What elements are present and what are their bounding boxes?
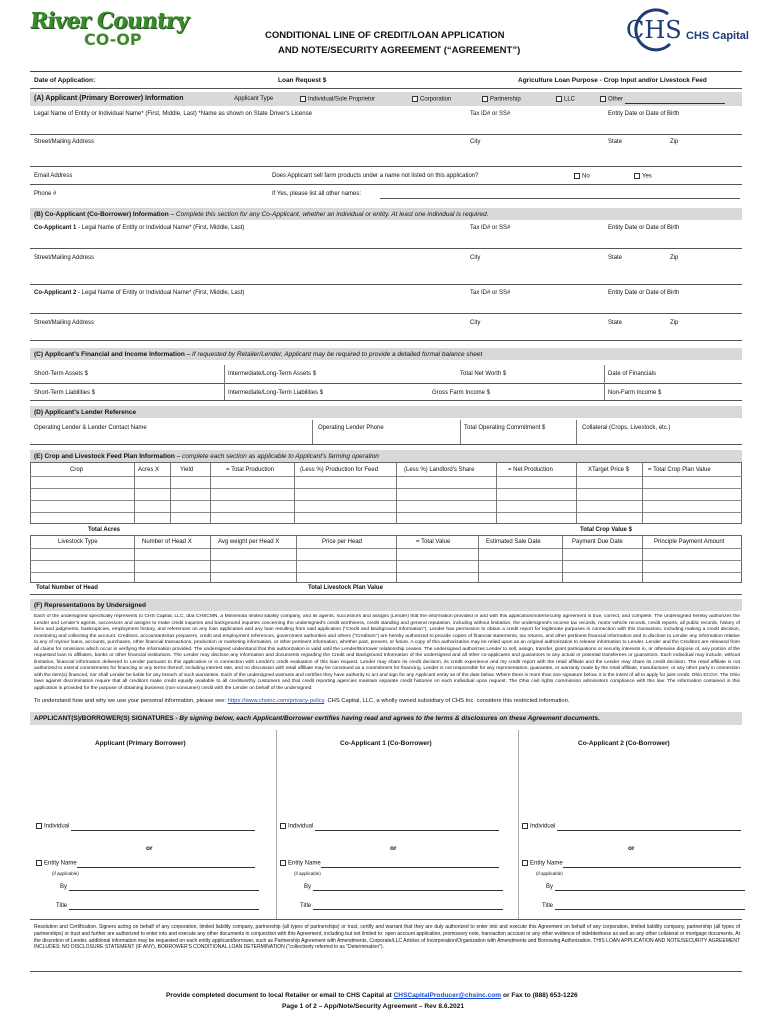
co2-zip-label[interactable]: Zip [670, 320, 679, 326]
privacy-policy-link[interactable]: https://www.chsinc.com/privacy-policy [227, 698, 325, 704]
lender-contact[interactable]: Operating Lender & Lender Contact Name [34, 425, 147, 431]
zip-label[interactable]: Zip [670, 139, 679, 145]
email-link[interactable]: CHSCapitalProducer@chsinc.com [393, 992, 502, 999]
col-payment-due: Payment Due Date [572, 539, 623, 545]
tax-id-label[interactable]: Tax ID# or SS# [470, 111, 511, 117]
sig-col-co1: Co-Applicant 1 (Co-Borrower) [340, 740, 432, 747]
section-c-title: (C) Applicant's Financial and Income Information [34, 351, 185, 358]
co1-state-label[interactable]: State [608, 255, 623, 261]
total-crop-value-label: Total Crop Value $ [580, 527, 632, 533]
river-country-logo [30, 8, 190, 56]
col-principle-payment: Principle Payment Amount [654, 539, 725, 545]
short-term-assets[interactable]: Short-Term Assets $ [34, 371, 89, 377]
loan-request-label[interactable]: Loan Request $ [278, 77, 327, 84]
col-crop: Crop [70, 467, 84, 473]
co1-street-label[interactable]: Street/Mailing Address [34, 255, 95, 261]
checkbox-corporation[interactable] [412, 96, 418, 102]
checkbox-co1-individual[interactable] [280, 823, 286, 829]
checkbox-primary-individual[interactable] [36, 823, 42, 829]
form-title-line1: CONDITIONAL LINE OF CREDIT/LOAN APPLICATION [265, 30, 505, 41]
logo-text: River Country [28, 8, 190, 34]
sell-yes-option[interactable]: Yes [634, 173, 652, 181]
type-llc[interactable]: LLC [556, 96, 575, 104]
logo-subtext: CO-OP [84, 30, 142, 49]
co1-entity-date-label[interactable]: Entity Date or Date of Birth [608, 225, 680, 231]
type-individual[interactable]: Individual/Sole Proprietor [300, 96, 375, 104]
checkbox-other[interactable] [600, 96, 606, 102]
chs-logo [620, 8, 750, 58]
co2-title-sig[interactable]: Title [542, 903, 745, 910]
co2-street-label[interactable]: Street/Mailing Address [34, 320, 95, 326]
signatures-note: - By signing below, each Applicant/Borrower certifies having read and agrees to the terms & disclosures on these Agreement documents. [173, 715, 600, 722]
co-applicant-2-name[interactable]: Co-Applicant 2 - Legal Name of Entity or Individual Name* (First, Middle, Last) [34, 290, 245, 296]
co2-individual-sig[interactable]: Individual [522, 823, 741, 831]
type-other[interactable]: Other [600, 96, 725, 104]
gross-farm-income[interactable]: Gross Farm Income $ [432, 390, 491, 396]
col-livestock-type: Livestock Type [58, 539, 98, 545]
col-landlord-share: (Less %) Landlord's Share [404, 467, 475, 473]
loan-purpose-label: Agriculture Loan Purpose - Crop Input and/or Livestock Feed [518, 77, 707, 84]
col-total-crop-value: = Total Crop Plan Value [648, 467, 711, 473]
primary-individual-sig[interactable]: Individual [36, 823, 255, 831]
checkbox-individual[interactable] [300, 96, 306, 102]
col-avg-weight: Avg weight per Head X [218, 539, 280, 545]
checkbox-co2-entity[interactable] [522, 860, 528, 866]
footer-instructions: Provide completed document to local Retailer or email to CHS Capital at CHSCapitalProducer@chsinc.com or Fax to (888) 653-1226 [166, 992, 578, 999]
col-sale-date: Estimated Sale Date [486, 539, 541, 545]
co1-individual-sig[interactable]: Individual [280, 823, 499, 831]
long-term-liabilities[interactable]: Intermediate/Long-Term Liabilities $ [228, 390, 324, 396]
co-applicant-1-name[interactable]: Co-Applicant 1 - Legal Name of Entity or Individual Name* (First, Middle, Last) [34, 225, 245, 231]
checkbox-yes[interactable] [634, 173, 640, 179]
operating-commitment[interactable]: Total Operating Commitment $ [464, 425, 546, 431]
collateral[interactable]: Collateral (Crops, Livestock, etc.) [582, 425, 671, 431]
col-net-production: = Net Production [508, 467, 553, 473]
co2-entity-sig[interactable]: Entity Name [522, 860, 741, 868]
applicant-type-label: Applicant Type [234, 96, 274, 102]
col-target-price: XTarget Price $ [588, 467, 630, 473]
section-f-title: (F) Representations by Undersigned [34, 602, 146, 609]
sell-question: Does Applicant sell farm products under a name not listed on this application? [272, 173, 479, 179]
co1-if-applicable: (if applicable) [294, 871, 321, 876]
co2-entity-date-label[interactable]: Entity Date or Date of Birth [608, 290, 680, 296]
co1-zip-label[interactable]: Zip [670, 255, 679, 261]
state-label[interactable]: State [608, 139, 623, 145]
city-label[interactable]: City [470, 139, 481, 145]
section-e-note: – complete each section as applicable to Applicant's farming operation [174, 453, 379, 460]
chs-logo-text: CHS [626, 16, 682, 44]
co2-by-sig[interactable]: By [546, 884, 745, 891]
total-livestock-label: Total Livestock Plan Value [308, 585, 383, 591]
col-price-head: Price per Head [322, 539, 363, 545]
privacy-notice: To understand how and why we use your personal information, please see: https://www.chsinc.com/privacy-policy. CHS Capital, LLC, a wholly owned subsidiary of CHS Inc. considers this restricted information. [34, 698, 570, 704]
co2-city-label[interactable]: City [470, 320, 481, 326]
section-d-header [30, 406, 742, 418]
phone-label[interactable]: Phone # [34, 191, 57, 197]
co2-if-applicable: (if applicable) [536, 871, 563, 876]
co1-city-label[interactable]: City [470, 255, 481, 261]
checkbox-llc[interactable] [556, 96, 562, 102]
checkbox-no[interactable] [574, 173, 580, 179]
or-co2: or [628, 845, 635, 852]
total-head-label: Total Number of Head [36, 585, 98, 591]
form-title-line2: AND NOTE/SECURITY AGREEMENT (“AGREEMENT”) [278, 45, 521, 56]
crop-table [30, 462, 742, 524]
chs-capital-text: CHS Capital [686, 30, 749, 42]
section-b-title: (B) Co-Applicant (Co-Borrower) Information [34, 211, 169, 218]
email-label[interactable]: Email Address [34, 173, 73, 179]
lender-phone[interactable]: Operating Lender Phone [318, 425, 384, 431]
long-term-assets[interactable]: Intermediate/Long-Term Assets $ [228, 371, 317, 377]
section-b-note: – Complete this section for any Co-Applicant, whether an individual or entity. At least one individual is required. [168, 211, 489, 218]
checkbox-partnership[interactable] [482, 96, 488, 102]
checkbox-co1-entity[interactable] [280, 860, 286, 866]
col-yield: Yield [180, 467, 194, 473]
signatures-title: APPLICANT(S)/BORROWER(S) SIGNATURES [34, 715, 174, 722]
col-total-production: = Total Production [226, 467, 275, 473]
co1-by-sig[interactable]: By [304, 884, 503, 891]
livestock-table [30, 535, 742, 583]
other-names-label[interactable]: If Yes, please list all other names: [272, 191, 362, 197]
co1-entity-sig[interactable]: Entity Name [280, 860, 499, 868]
section-a-title: (A) Applicant (Primary Borrower) Information [34, 95, 184, 102]
col-number-head: Number of Head X [142, 539, 192, 545]
total-acres-label: Total Acres [88, 527, 121, 533]
date-of-financials[interactable]: Date of Financials [608, 371, 657, 377]
col-production-feed: (Less %) Production for Feed [300, 467, 379, 473]
legal-name-label[interactable]: Legal Name of Entity or Individual Name* (First, Middle, Last) *Name as shown on State Driver's License [34, 111, 312, 117]
short-term-liabilities[interactable]: Short-Term Liabilities $ [34, 390, 96, 396]
col-acres: Acres X [138, 467, 160, 473]
entity-date-label[interactable]: Entity Date or Date of Birth [608, 111, 680, 117]
sell-no-option[interactable]: No [574, 173, 590, 181]
section-c-note: – If requested by Retailer/Lender, Applicant may be required to provide a detailed formal balance sheet [184, 351, 483, 358]
co2-state-label[interactable]: State [608, 320, 623, 326]
or-primary: or [146, 845, 153, 852]
or-co1: or [390, 845, 397, 852]
primary-title-sig[interactable]: Title [56, 903, 259, 910]
col-total-value: = Total Value [416, 539, 451, 545]
co2-tax-id-label[interactable]: Tax ID# or SS# [470, 290, 511, 296]
co1-tax-id-label[interactable]: Tax ID# or SS# [470, 225, 511, 231]
sig-col-primary: Applicant (Primary Borrower) [95, 740, 186, 747]
page-number: Page 1 of 2 – App/Note/Security Agreement – Rev 8.6.2021 [282, 1003, 465, 1010]
type-corporation[interactable]: Corporation [412, 96, 451, 104]
section-d-title: (D) Applicant's Lender Reference [34, 409, 137, 416]
non-farm-income[interactable]: Non-Farm Income $ [608, 390, 662, 396]
resolution-certification: Resolution and Certification. Signers acting on behalf of any corporation, limited liability company, partnership (all types of partnerships) or trust, certify and warrant that they are duly authorized to enter into and execute this Agreement on behalf of any corporation, limited liability company, partnership (all types of partnerships) or trust and further are authorized to enter into and execute any other documents in conjunction with this Agreement, including but not limited to: open account application, promissory note, transaction account or any other evidence of indebtedness as well as any other collateral or mortgage documents. At the discretion of Lender, additional information may be requested on each entity applicant/borrower, such as Partnership Agreement with Amendments, Corporate/LLC Articles of Incorporation/Organization with Amendments and Borrowing Authorization. THIS LOAN APPLICATION AND NOTE/SECURITY AGREEMENT INCLUDES: NO DISCLOSURE STATEMENT (IF ANY), BORROWER'S CONDITIONAL LOAN DETERMINATION ("collectively referred to as "Determination"). [34, 924, 740, 951]
checkbox-primary-entity[interactable] [36, 860, 42, 866]
primary-by-sig[interactable]: By [60, 884, 259, 891]
date-of-application-label[interactable]: Date of Application: [34, 77, 96, 84]
street-label[interactable]: Street/Mailing Address [34, 139, 95, 145]
section-e-title: (E) Crop and Livestock Feed Plan Information [34, 453, 175, 460]
total-net-worth[interactable]: Total Net Worth $ [460, 371, 507, 377]
primary-if-applicable: (if applicable) [52, 871, 79, 876]
representations-text: Each of the undersigned specifically represents to CHS Capital, LLC, dba CHSCMN, a Minnesota limited liability company, and its agents, successors and assigns (Lender) that the information provided in and with this application/note/security agreement is true, correct, and complete. The undersigned hereby authorizes the Lender and Lender's agents, successors and assigns to make credit inquiries and background inquiries concerning the undersigned's credit worthiness, credit standing and general reputation, including without limitation, the undersigned's income tax records, motor vehicle records, credit reports, all public records, history of liens and judgments, bankruptcies, employment history, and references on any loan application and any loan resulting from said application ("Credit and Background Information"). Lender has permission to obtain a credit report for legitimate purposes in connection with this transaction, including making a credit decision, monitoring and collecting the account. Creditors, accountants/tax preparers, credit and employment references, government authorities and others ("Creditors") are hereby authorized to provide copies of financial statements, tax returns, and other pertinent financial information and to disclose to Lender any information relative to any of my/our loans, accounts, purchases, other financial transactions, production or marketing information, or other pertinent information, whether past, present, or future. A copy of this authorization may be relied upon as an original authorization to release information to Lender. Lender and the Creditors are released from all claims for omissions which occur in verifying the information provided. The undersigned understand that this authorization is valid until the Lender/Borrower relationship ceases. The undersigned authorizes Lender to sell, assign, transfer, grant participations or security interests in, or otherwise dispose of, any portion of the requested loan to affiliates, banks or other financial institutions. The Lender may disclose any information and documents regarding the Credit and Background Information of the undersigned and all other co-applicants and guarantors to any actual or potential transferees or guarantors. Each individual may include, without limitation, financial information delivered to Lender pursuant to this application or in connection with Lender's credit evaluation of this loan request. Lender may share its credit decision, its credit experience and my credit report with the retail affiliate and the Lender may share its credit decision. The retail affiliate is not authorized to extend commitments for financing or any terms thereof, including interest rate, and no discussion with retail affiliate may be construed as a commitment for financing. Lender is not responsible for any representation, guarantee, or warranty made by the retail affiliate, manufacturer, or any other party in connection with the item(s) financed, nor shall Lender be liable for any breach of such warranties. Each of the undersigned warrants and certifies they have authority to act and sign for any Applicant entity as of the date below. Where there is more than one signature below, it is the intent of all to apply for joint credit. Ohio ECOA: The Ohio laws against discrimination require that all creditors make credit equally available to all creditworthy customers and that credit reporting agencies maintain separate credit histories on each individual upon request. The Ohio civil rights commission administers compliance with this law. The information contained in this application is provided for the purpose of obtaining business (non-consumer) credit with the Lender on behalf of the undersigned. [34, 614, 740, 691]
sig-col-co2: Co-Applicant 2 (Co-Borrower) [578, 740, 670, 747]
type-partnership[interactable]: Partnership [482, 96, 521, 104]
co1-title-sig[interactable]: Title [300, 903, 503, 910]
checkbox-co2-individual[interactable] [522, 823, 528, 829]
primary-entity-sig[interactable]: Entity Name [36, 860, 255, 868]
